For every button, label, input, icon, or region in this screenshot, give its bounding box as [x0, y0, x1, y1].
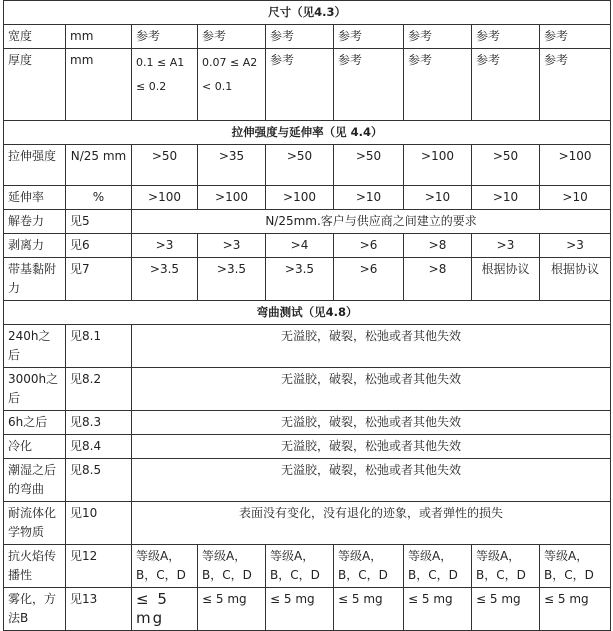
cell: 参考	[404, 49, 472, 121]
cell: 参考	[334, 25, 404, 49]
cell: ≤ 5 mg	[472, 588, 540, 631]
row-label: 潮湿之后的弯曲	[4, 459, 66, 502]
cell: ≤ 5 mg	[540, 588, 611, 631]
row-ref: 见12	[66, 545, 132, 588]
cell: >100	[540, 145, 611, 186]
cell: 参考	[540, 49, 611, 121]
cell: >100	[132, 186, 198, 210]
cell: >3	[472, 234, 540, 258]
cell: ≤ 5 mg	[404, 588, 472, 631]
table-row-peel	[4, 234, 611, 258]
cell: >3	[540, 234, 611, 258]
cell: 参考	[472, 49, 540, 121]
cell: 等级A，B，C，D	[404, 545, 472, 588]
cell: >3.5	[266, 258, 334, 301]
row-ref: 见8.1	[66, 325, 132, 368]
merged-cell: 无溢胶，破裂，松弛或者其他失效	[132, 411, 611, 435]
merged-cell: 无溢胶，破裂，松弛或者其他失效	[132, 459, 611, 502]
cell: 参考	[266, 49, 334, 121]
section-bending-header: 弯曲测试（见4.8）	[4, 301, 611, 325]
row-label: 延伸率	[4, 186, 66, 210]
row-ref: 见10	[66, 502, 132, 545]
table-row-thickness	[4, 49, 611, 121]
cell: 参考	[266, 25, 334, 49]
cell: 0.07 ≤ A2 < 0.1	[198, 49, 266, 121]
table-row-bend-6h	[4, 411, 611, 435]
merged-cell: N/25mm.客户与供应商之间建立的要求	[132, 210, 611, 234]
row-ref: 见7	[66, 258, 132, 301]
table-row-unwind	[4, 210, 611, 234]
table-row-width	[4, 25, 611, 49]
cell: >3.5	[132, 258, 198, 301]
row-ref: 见8.5	[66, 459, 132, 502]
cell: 根据协议	[540, 258, 611, 301]
table-row-cold	[4, 435, 611, 459]
row-ref: 见8.2	[66, 368, 132, 411]
table-row-tape-adhesion	[4, 258, 611, 301]
cell: >35	[198, 145, 266, 186]
row-label: 厚度	[4, 49, 66, 121]
row-ref: 见13	[66, 588, 132, 631]
table-row-fog	[4, 588, 611, 631]
cell: >100	[266, 186, 334, 210]
row-unit: mm	[66, 49, 132, 121]
row-unit: N/25 mm	[66, 145, 132, 186]
cell: >10	[404, 186, 472, 210]
row-unit: %	[66, 186, 132, 210]
row-unit: mm	[66, 25, 132, 49]
cell: >4	[266, 234, 334, 258]
cell: >6	[334, 258, 404, 301]
merged-cell: 表面没有变化，没有退化的迹象，或者弹性的损失	[132, 502, 611, 545]
row-label: 耐流体化学物质	[4, 502, 66, 545]
cell: >3	[132, 234, 198, 258]
row-label: 宽度	[4, 25, 66, 49]
cell: 参考	[540, 25, 611, 49]
cell: 等级A，B，C，D	[334, 545, 404, 588]
table-row-elongation	[4, 186, 611, 210]
row-label: 带基黏附力	[4, 258, 66, 301]
row-label: 雾化，方法B	[4, 588, 66, 631]
cell: ≤ 5 mg	[334, 588, 404, 631]
row-ref: 见6	[66, 234, 132, 258]
row-label: 剥离力	[4, 234, 66, 258]
cell: >10	[540, 186, 611, 210]
cell: 等级A，B，C，D	[132, 545, 198, 588]
row-label: 拉伸强度	[4, 145, 66, 186]
cell: >8	[404, 234, 472, 258]
merged-cell: 无溢胶，破裂，松弛或者其他失效	[132, 435, 611, 459]
cell: 参考	[404, 25, 472, 49]
cell: >100	[198, 186, 266, 210]
cell: >10	[472, 186, 540, 210]
table-row-bend-3000h	[4, 368, 611, 411]
table-row-humid	[4, 459, 611, 502]
row-label: 解卷力	[4, 210, 66, 234]
cell: 等级A，B，C，D	[472, 545, 540, 588]
cell: >8	[404, 258, 472, 301]
row-label: 240h之后	[4, 325, 66, 368]
cell: >6	[334, 234, 404, 258]
cell: 参考	[198, 25, 266, 49]
row-label: 抗火焰传播性	[4, 545, 66, 588]
cell: ≤ 5 mg	[132, 588, 198, 631]
cell: 等级A，B，C，D	[266, 545, 334, 588]
row-ref: 见8.4	[66, 435, 132, 459]
cell: >10	[334, 186, 404, 210]
cell: >50	[472, 145, 540, 186]
cell: ≤ 5 mg	[266, 588, 334, 631]
row-ref: 见5	[66, 210, 132, 234]
cell: 0.1 ≤ A1 ≤ 0.2	[132, 49, 198, 121]
cell: 参考	[472, 25, 540, 49]
cell: 参考	[334, 49, 404, 121]
row-label: 3000h之后	[4, 368, 66, 411]
cell: 等级A，B，C，D	[540, 545, 611, 588]
cell: >3.5	[198, 258, 266, 301]
cell: >3	[198, 234, 266, 258]
row-label: 冷化	[4, 435, 66, 459]
cell: 根据协议	[472, 258, 540, 301]
cell: ≤ 5 mg	[198, 588, 266, 631]
table-row-tensile-strength	[4, 145, 611, 186]
table-row-bend-240h	[4, 325, 611, 368]
row-label: 6h之后	[4, 411, 66, 435]
cell: 参考	[132, 25, 198, 49]
merged-cell: 无溢胶，破裂，松弛或者其他失效	[132, 368, 611, 411]
row-ref: 见8.3	[66, 411, 132, 435]
merged-cell: 无溢胶，破裂，松弛或者其他失效	[132, 325, 611, 368]
cell: 等级A，B，C，D	[198, 545, 266, 588]
cell: >50	[132, 145, 198, 186]
cell: >50	[266, 145, 334, 186]
spec-table	[3, 0, 611, 631]
table-row-flame	[4, 545, 611, 588]
section-size-header: 尺寸（见4.3）	[4, 1, 611, 25]
table-row-fluid	[4, 502, 611, 545]
cell: >50	[334, 145, 404, 186]
cell: >100	[404, 145, 472, 186]
section-tensile-header: 拉伸强度与延伸率（见 4.4）	[4, 121, 611, 145]
